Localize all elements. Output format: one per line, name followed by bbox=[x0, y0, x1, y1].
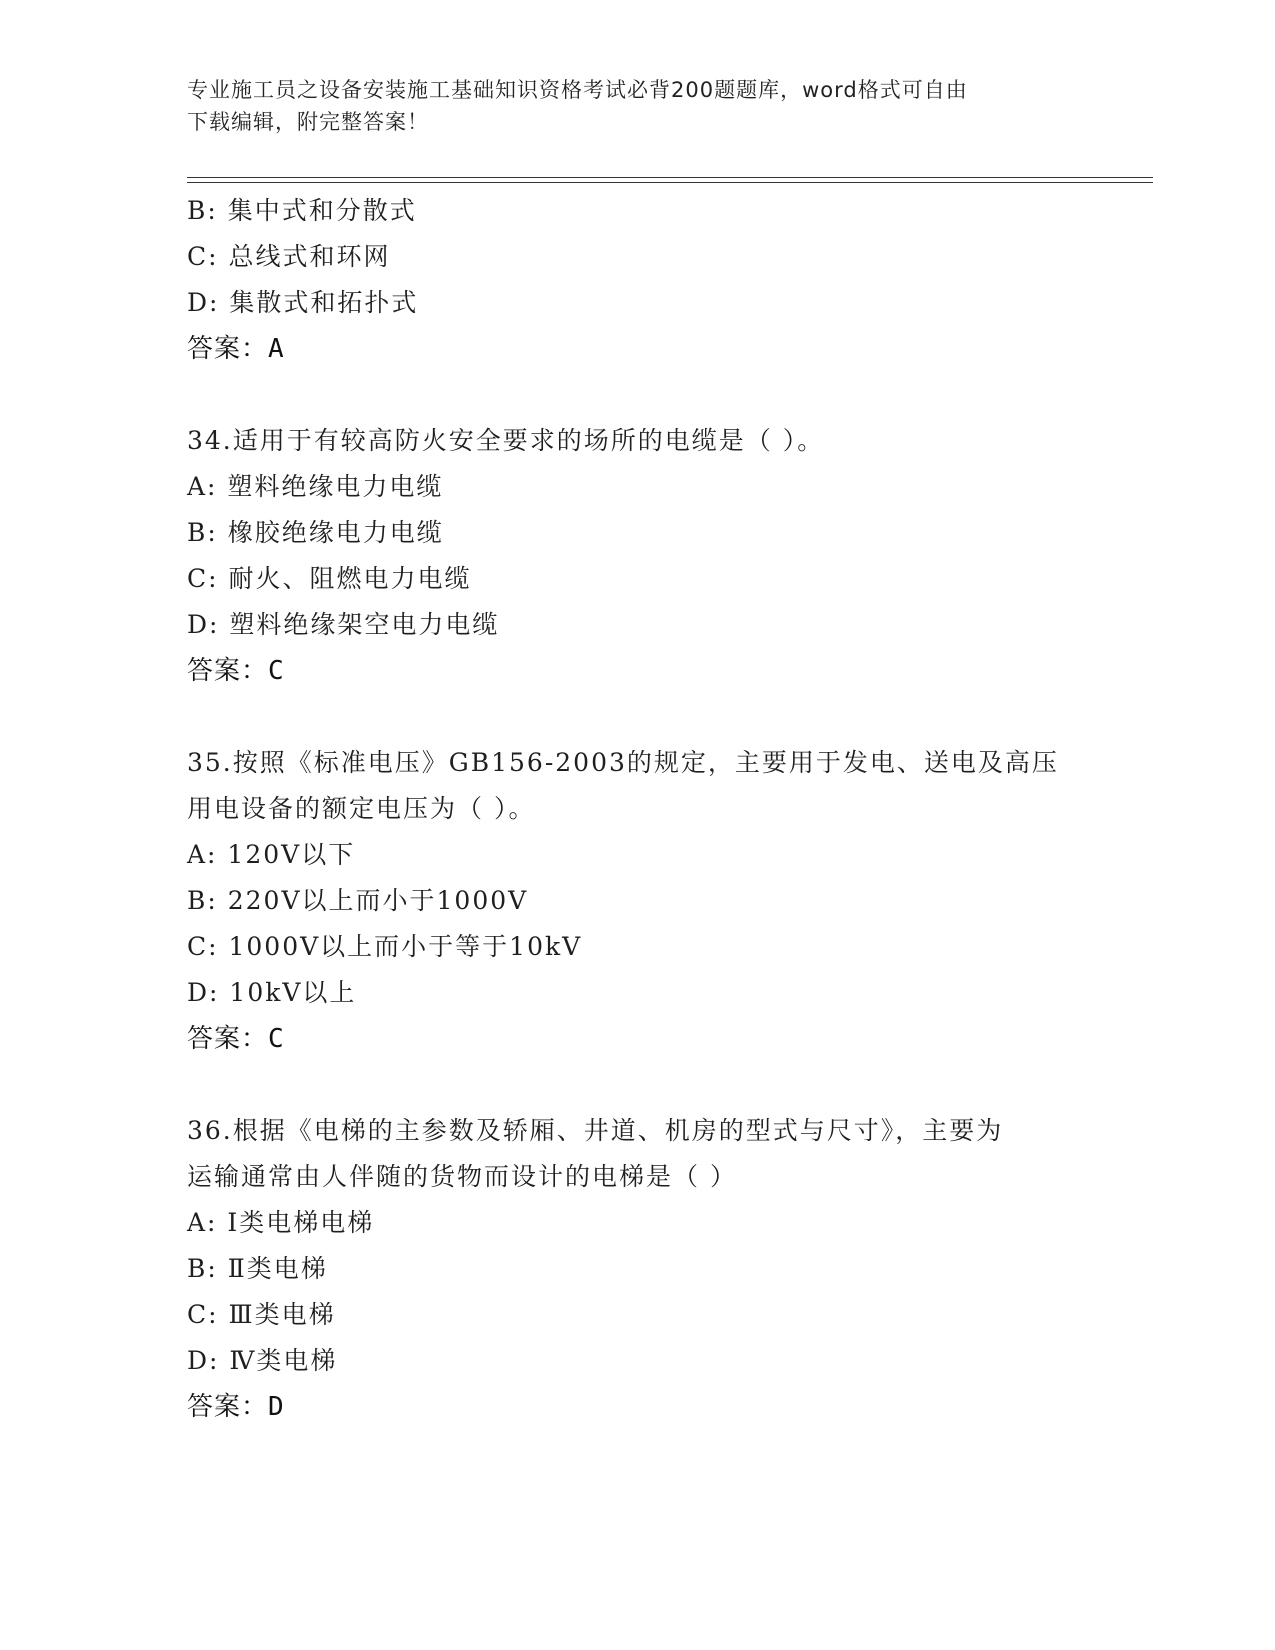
option-a: A: Ⅰ类电梯电梯 bbox=[187, 1208, 375, 1237]
option-d: D: Ⅳ类电梯 bbox=[187, 1346, 338, 1375]
document-header bbox=[187, 74, 1067, 138]
question-34 bbox=[187, 418, 1087, 694]
question-36 bbox=[187, 1108, 1087, 1430]
option-a: A: 塑料绝缘电力电缆 bbox=[187, 472, 444, 501]
question-spacer bbox=[187, 1062, 1087, 1108]
option-c: C: Ⅲ类电梯 bbox=[187, 1300, 336, 1329]
header-divider-top bbox=[187, 177, 1153, 178]
question-stem-line-1: 35.按照《标准电压》GB156-2003的规定，主要用于发电、送电及高压 bbox=[187, 748, 1059, 777]
option-d: D: 集散式和拓扑式 bbox=[187, 288, 419, 317]
option-a: A: 120V以下 bbox=[187, 840, 356, 869]
answer-line bbox=[187, 1016, 1087, 1062]
option-d: D: 塑料绝缘架空电力电缆 bbox=[187, 610, 500, 639]
option-b: B: Ⅱ类电梯 bbox=[187, 1254, 328, 1283]
answer-label: 答案： bbox=[187, 656, 269, 686]
option-b: B: 220V以上而小于1000V bbox=[187, 886, 529, 915]
option-c: C: 耐火、阻燃电力电缆 bbox=[187, 564, 472, 593]
answer-value: A bbox=[268, 334, 285, 364]
answer-line bbox=[187, 648, 1087, 694]
option-d: D: 10kV以上 bbox=[187, 978, 357, 1007]
answer-label: 答案： bbox=[187, 1024, 269, 1054]
option-b: B: 橡胶绝缘电力电缆 bbox=[187, 518, 444, 547]
option-c: C: 总线式和环网 bbox=[187, 242, 391, 271]
answer-value: C bbox=[268, 1024, 285, 1054]
answer-line bbox=[187, 1384, 1087, 1430]
question-stem: 34.适用于有较高防火安全要求的场所的电缆是（ ）。 bbox=[187, 426, 825, 455]
question-35 bbox=[187, 740, 1087, 1062]
question-stem-line-1: 36.根据《电梯的主参数及轿厢、井道、机房的型式与尺寸》，主要为 bbox=[187, 1116, 1004, 1145]
answer-label: 答案： bbox=[187, 334, 269, 364]
question-33-tail bbox=[187, 188, 1087, 372]
answer-label: 答案： bbox=[187, 1392, 269, 1422]
answer-value: C bbox=[268, 656, 285, 686]
answer-value: D bbox=[268, 1392, 285, 1422]
answer-line bbox=[187, 326, 1087, 372]
option-b: B: 集中式和分散式 bbox=[187, 196, 417, 225]
question-list bbox=[187, 188, 1087, 1430]
question-spacer bbox=[187, 694, 1087, 740]
header-line-2: 下载编辑，附完整答案！ bbox=[187, 110, 429, 134]
option-c: C: 1000V以上而小于等于10kV bbox=[187, 932, 583, 961]
header-line-1: 专业施工员之设备安装施工基础知识资格考试必背200题题库，word格式可自由 bbox=[187, 78, 968, 102]
question-stem-line-2: 用电设备的额定电压为（ ）。 bbox=[187, 794, 536, 823]
question-spacer bbox=[187, 372, 1087, 418]
question-stem-line-2: 运输通常由人伴随的货物而设计的电梯是（ ） bbox=[187, 1162, 737, 1191]
header-divider-bottom bbox=[187, 182, 1153, 183]
